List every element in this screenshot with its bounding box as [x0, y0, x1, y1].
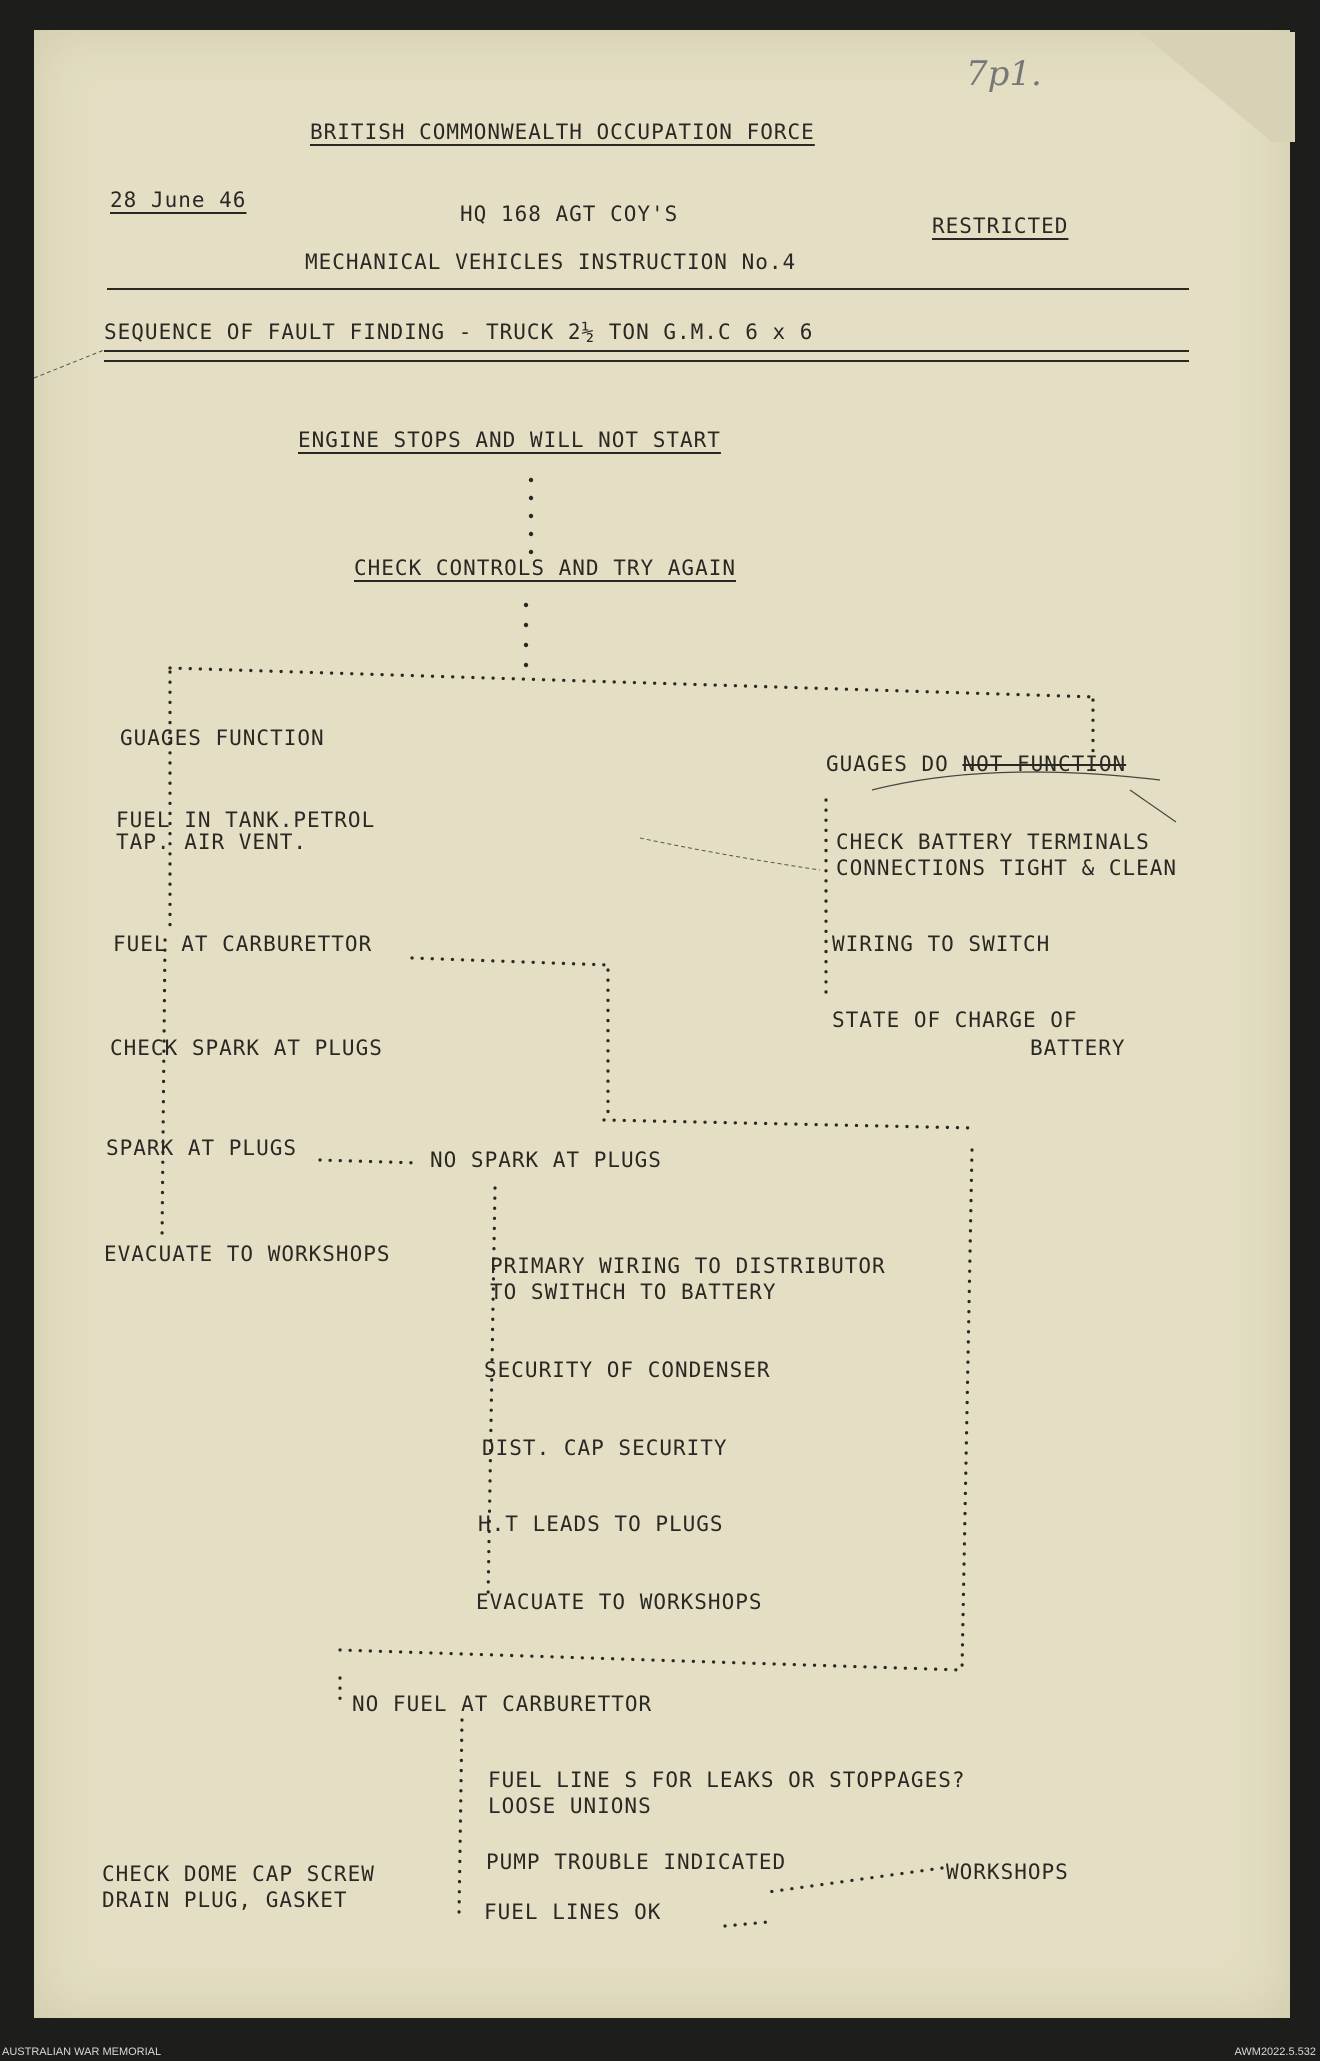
flow-primary-wiring-line2: TO SWITHCH TO BATTERY: [490, 1280, 777, 1304]
flow-dome-cap-line2: DRAIN PLUG, GASKET: [102, 1888, 348, 1912]
flow-fuel-tank-line2: TAP. AIR VENT.: [116, 830, 308, 854]
gauges-not-part1: GUAGES DO: [826, 752, 963, 776]
flow-start: ENGINE STOPS AND WILL NOT START: [298, 428, 721, 452]
instruction-title: MECHANICAL VEHICLES INSTRUCTION No.4: [305, 250, 797, 274]
flow-evacuate-left: EVACUATE TO WORKSHOPS: [104, 1242, 391, 1266]
document-title: BRITISH COMMONWEALTH OCCUPATION FORCE: [310, 120, 815, 144]
flow-fuel-lines-line1: FUEL LINE S FOR LEAKS OR STOPPAGES?: [488, 1768, 966, 1792]
classification-label: RESTRICTED: [932, 214, 1069, 238]
flow-no-spark: NO SPARK AT PLUGS: [430, 1148, 662, 1172]
document-date: 28 June 46: [110, 188, 247, 212]
flow-condenser: SECURITY OF CONDENSER: [484, 1358, 771, 1382]
flow-wiring-to-switch: WIRING TO SWITCH: [832, 932, 1051, 956]
flow-fuel-at-carburettor: FUEL AT CARBURETTOR: [113, 932, 373, 956]
flow-spark-at-plugs: SPARK AT PLUGS: [106, 1136, 298, 1160]
flow-dome-cap-line1: CHECK DOME CAP SCREW: [102, 1862, 375, 1886]
footer-source: AUSTRALIAN WAR MEMORIAL: [2, 2046, 162, 2058]
flow-workshops: WORKSHOPS: [946, 1860, 1069, 1884]
flow-state-charge-line2: BATTERY: [1030, 1036, 1126, 1060]
footer-accession: AWM2022.5.532: [1234, 2046, 1316, 2058]
flow-check-controls: CHECK CONTROLS AND TRY AGAIN: [354, 556, 737, 580]
sequence-title: SEQUENCE OF FAULT FINDING - TRUCK 2½ TON G.M.C 6 x 6: [104, 320, 814, 344]
flow-check-battery-line2: CONNECTIONS TIGHT & CLEAN: [836, 856, 1178, 880]
flow-dist-cap: DIST. CAP SECURITY: [482, 1436, 728, 1460]
flow-fuel-lines-line2: LOOSE UNIONS: [488, 1794, 652, 1818]
flow-no-fuel: NO FUEL AT CARBURETTOR: [352, 1692, 653, 1716]
flow-fuel-tank-line1: FUEL IN TANK.PETROL: [116, 808, 376, 832]
flow-state-charge-line1: STATE OF CHARGE OF: [832, 1008, 1078, 1032]
gauges-not-struck: NOT FUNCTION: [962, 752, 1127, 776]
flow-check-battery-line1: CHECK BATTERY TERMINALS: [836, 830, 1150, 854]
flow-ht-leads: H.T LEADS TO PLUGS: [478, 1512, 724, 1536]
flow-fuel-lines-ok: FUEL LINES OK: [484, 1900, 662, 1924]
handwritten-folio: 7p1.: [966, 54, 1042, 94]
flow-primary-wiring-line1: PRIMARY WIRING TO DISTRIBUTOR: [490, 1254, 886, 1278]
flow-gauges-function: GUAGES FUNCTION: [120, 726, 325, 750]
unit-name: HQ 168 AGT COY'S: [460, 202, 679, 226]
flow-check-spark: CHECK SPARK AT PLUGS: [110, 1036, 383, 1060]
flow-evacuate-mid: EVACUATE TO WORKSHOPS: [476, 1590, 763, 1614]
flow-pump-trouble: PUMP TROUBLE INDICATED: [486, 1850, 787, 1874]
flow-gauges-not-function: [826, 752, 1126, 776]
